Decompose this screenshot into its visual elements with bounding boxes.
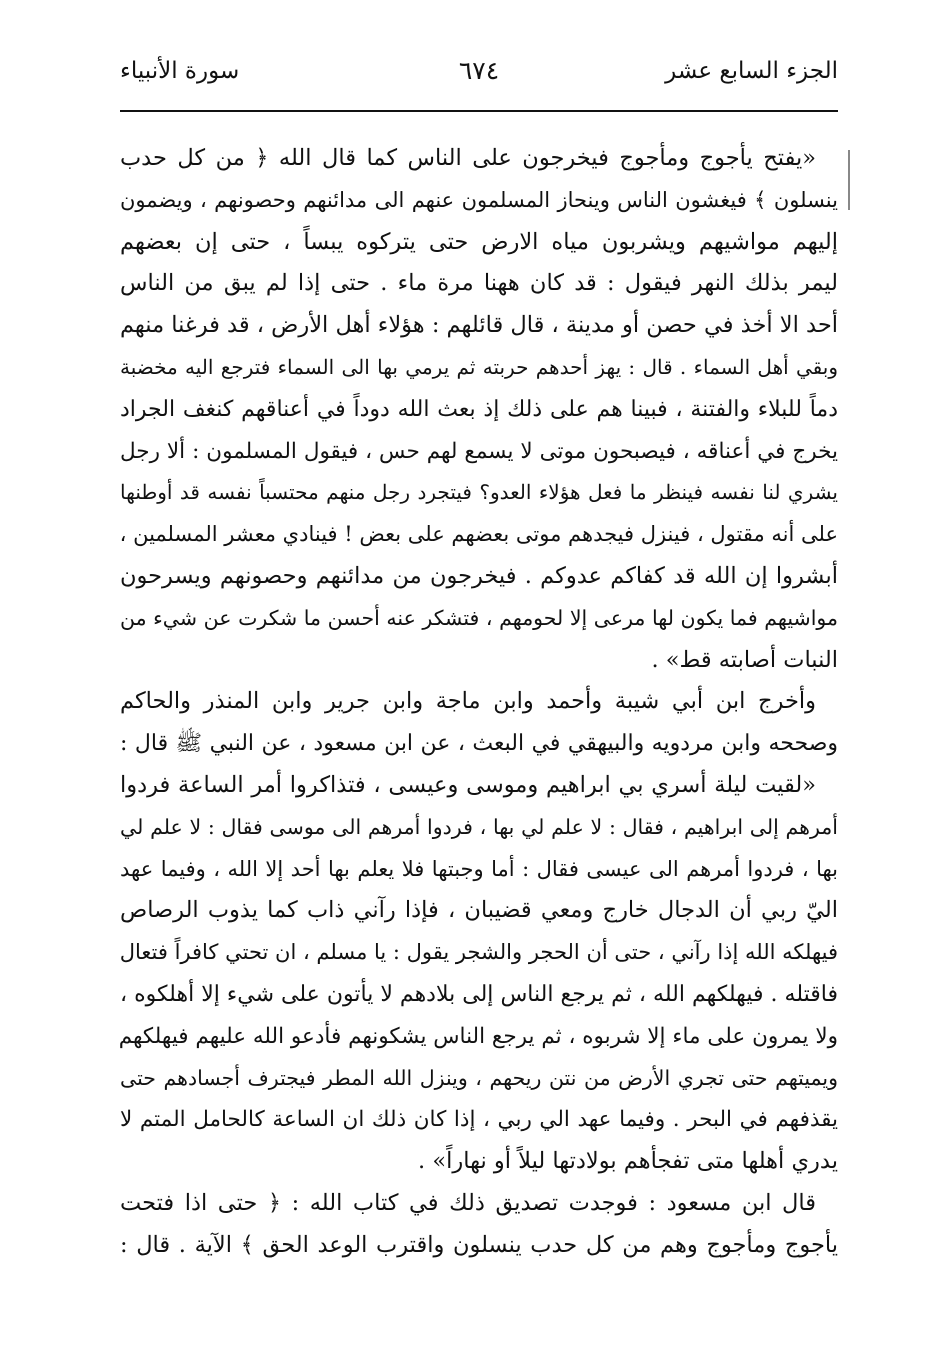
text-line: «يفتح يأجوج ومأجوج فيخرجون على الناس كما قال الله ﴿ من كل حدب	[120, 145, 816, 171]
text-line: يشري لنا نفسه فينظر ما فعل هؤلاء العدو؟ فيتجرد رجل منهم محتسباً نفسه قد أوطنها	[120, 480, 838, 505]
page-number: ٦٧٤	[458, 56, 500, 85]
text-line: على أنه مقتول ، فينزل فيجدهم موتى بعضهم على بعض ! فينادي معشر المسلمين ،	[119, 522, 838, 547]
text-line: إليهم مواشيهم ويشربون مياه الارض حتى يتركوه يبساً ، حتى إن بعضهم	[120, 228, 838, 255]
surah-label: سورة الأنبياء	[120, 58, 240, 84]
text-line: فيهلكه الله إذا رآني ، حتى أن الحجر والشجر يقول : يا مسلم ، ان تحتي كافراً فتعال	[119, 940, 838, 965]
text-line: ينسلون ﴾ فيغشون الناس وينحاز المسلمون عنهم الى مدائنهم وحصونهم ، ويضمون	[120, 187, 838, 212]
text-line: يأجوج ومأجوج وهم من كل حدب ينسلون واقترب الوعد الحق ﴾ الآية . قال :	[120, 1231, 838, 1258]
text-line: بها ، فردوا أمرهم الى عيسى فقال : أما وجبتها فلا يعلم بها أحد إلا الله ، وفيما عهد	[120, 856, 838, 881]
text-line: قال ابن مسعود : فوجدت تصديق ذلك في كتاب الله : ﴿ حتى اذا فتحت	[120, 1189, 816, 1216]
text-line: فاقتله . فيهلكهم الله ، ثم يرجع الناس إلى بلادهم لا يأتون على شيء إلا أهلكوه ،	[120, 981, 838, 1007]
text-line: ليمر بذلك النهر فيقول : قد كان ههنا مرة ماء . حتى إذا لم يبق من الناس	[120, 270, 838, 297]
header-rule	[120, 110, 838, 112]
page-header	[120, 52, 838, 100]
text-line: «لقيت ليلة أسري بي ابراهيم وموسى وعيسى ، فتذاكروا أمر الساعة فردوا	[120, 771, 816, 798]
text-line: ويميتهم حتى تجري الأرض من نتن ريحهم ، وينزل الله المطر فيجترف أجسادهم حتى	[120, 1065, 838, 1090]
part-label: الجزء السابع عشر	[665, 58, 838, 84]
text-line: أبشروا إن الله قد كفاكم عدوكم . فيخرجون من مدائنهم وحصونهم ويسرحون	[120, 562, 838, 589]
text-line: وصححه وابن مردويه والبيهقي في البعث ، عن ابن مسعود ، عن النبي ﷺ قال :	[120, 731, 838, 757]
text-line: وأخرج ابن أبي شيبة وأحمد وابن ماجة وابن جرير وابن المنذر والحاكم	[120, 688, 816, 715]
text-line: النبات أصابته قط» .	[651, 646, 838, 673]
page-body	[120, 138, 838, 1267]
text-line: دماً للبلاء والفتنة ، فبينا هم على ذلك إذ بعث الله دوداً في أعناقهم كنغف الجراد	[120, 396, 838, 422]
text-line: ولا يمرون على ماء إلا شربوه ، ثم يرجع الناس يشكونهم فأدعو الله عليهم فيهلكهم	[118, 1023, 838, 1049]
text-line: أحد الا أخذ في حصن أو مدينة ، قال قائلهم : هؤلاء أهل الأرض ، قد فرغنا منهم	[119, 312, 838, 339]
text-line: مواشيهم فما يكون لها مرعى إلا لحومهم ، فتشكر عنه أحسن ما شكرت عن شيء من	[120, 605, 838, 630]
text-line: يقذفهم في البحر . وفيما عهد الي ربي ، إذا كان ذلك ان الساعة كالحامل المتم لا	[120, 1107, 838, 1133]
text-line: اليّ ربي أن الدجال خارج ومعي قضيبان ، فإذا رآني ذاب كما يذوب الرصاص	[120, 897, 838, 924]
text-line: يخرج في أعناقه ، فيصبحون موتى لا يسمع لهم حس ، فيقول المسلمون : ألا رجل	[120, 438, 838, 464]
text-line: أمرهم إلى ابراهيم ، فقال : لا علم لي بها ، فردوا أمرهم الى موسى فقال : لا علم لي	[120, 814, 838, 839]
margin-mark	[848, 150, 850, 210]
text-line: يدري أهلها متى تفجأهم بولادتها ليلاً أو نهاراً» .	[418, 1148, 838, 1175]
text-line: وبقي أهل السماء . قال : يهز أحدهم حربته ثم يرمي بها الى السماء فترجع اليه مخضبة	[120, 354, 838, 379]
